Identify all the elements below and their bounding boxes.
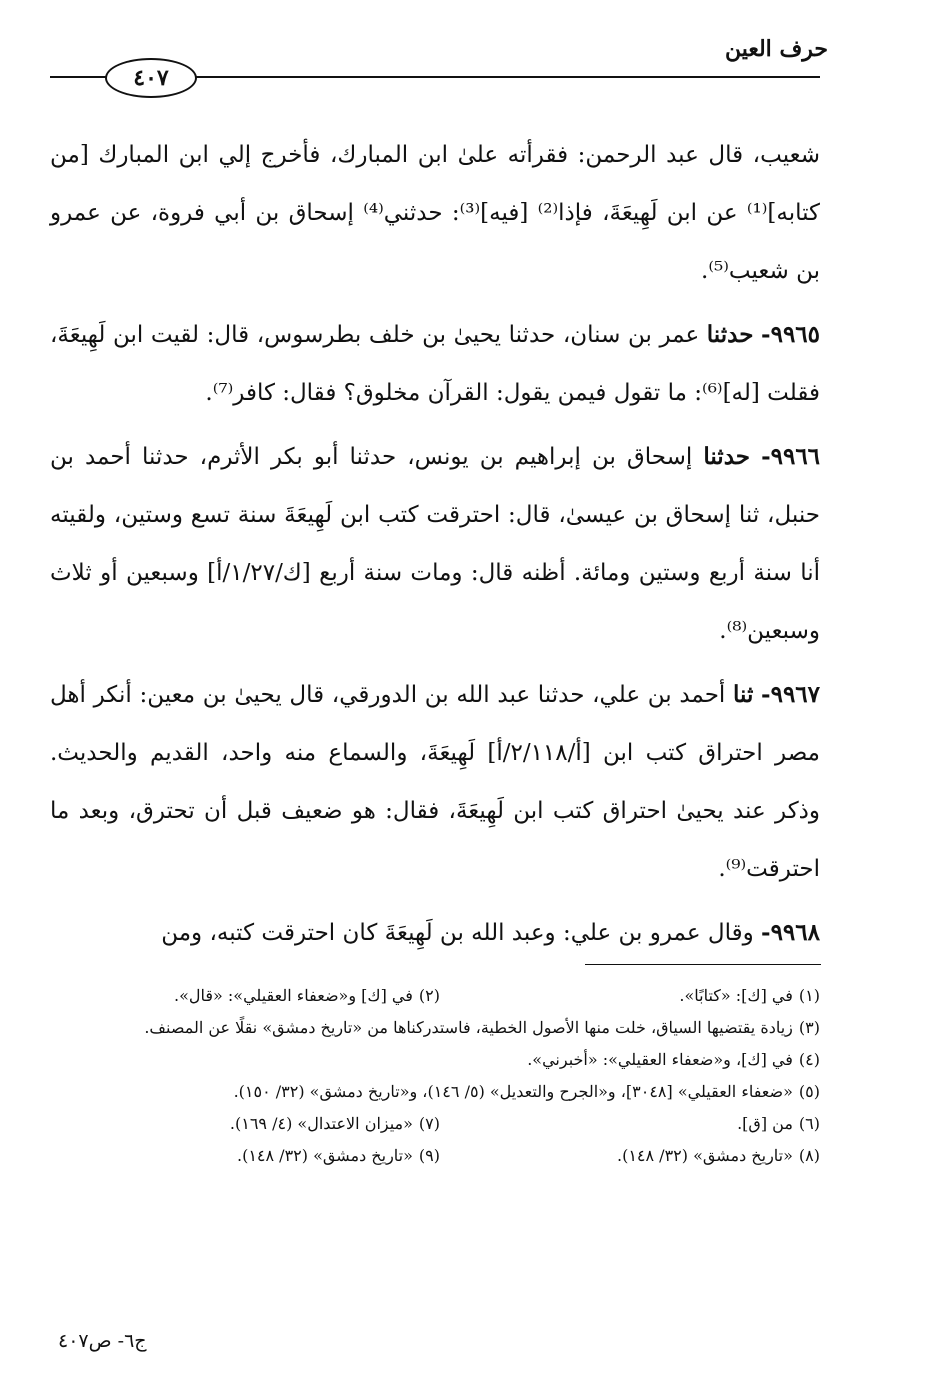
- footnote-mark: (٦): [798, 1114, 820, 1133]
- paragraph-text: عمر بن سنان، حدثنا يحيىٰ بن خلف بطرسوس، قال: لقيت ابن لَهِيعَةَ، فقلت [له]⁽⁶⁾: ما تقول فيمن يقول: القرآن مخلوق؟ فقال: كافر⁽⁷⁾.: [50, 322, 820, 406]
- footnotes: [60, 980, 820, 1172]
- footnote-5: [60, 1076, 820, 1108]
- footnote-text: في [ك]: «كتابًا».: [679, 986, 793, 1005]
- footnote-row: [60, 1012, 820, 1044]
- footnote-2: [60, 980, 440, 1012]
- hadith-entry-9967: [50, 666, 820, 898]
- hadith-keyword: حدثنا: [703, 443, 750, 470]
- footnote-text: زيادة يقتضيها السياق، خلت منها الأصول الخطية، فاستدركناها من «تاريخ دمشق» نقلًا عن المصنف.: [144, 1018, 793, 1037]
- footnote-text: «ضعفاء العقيلي» [٣٠٤٨]، و«الجرح والتعديل» (٥/ ١٤٦)، و«تاريخ دمشق» (٣٢/ ١٥٠).: [233, 1082, 793, 1101]
- footnote-mark: (١): [798, 986, 820, 1005]
- footnote-6: [440, 1108, 820, 1140]
- footnote-mark: (٩): [418, 1146, 440, 1165]
- paragraph-text: إسحاق بن إبراهيم بن يونس، حدثنا أبو بكر الأثرم، حدثنا أحمد بن حنبل، ثنا إسحاق بن عيسىٰ، قال: احترقت كتب ابن لَهِيعَةَ سنة تسع وستين، ولقيته أنا سنة أربع وستين ومائة. أظنه قال: ومات سنة أربع [ك/١/٢٧/أ] وسبعين أو ثلاث وسبعين⁽⁸⁾.: [50, 444, 820, 644]
- hadith-keyword: ثنا: [733, 681, 754, 708]
- hadith-entry-9966: [50, 428, 820, 660]
- footnote-mark: (٣): [798, 1018, 820, 1037]
- footnote-9: [60, 1140, 440, 1172]
- hadith-number: ٩٩٦٦-: [761, 443, 821, 470]
- paragraph-text: وقال عمرو بن علي: وعبد الله بن لَهِيعَةَ كان احترقت كتبه، ومن: [161, 920, 754, 946]
- hadith-number: ٩٩٦٥-: [761, 321, 821, 348]
- footnote-row: [60, 1140, 820, 1172]
- footnote-text: في [ك] و«ضعفاء العقيلي»: «قال».: [174, 986, 413, 1005]
- paragraph-continuation: [50, 126, 820, 300]
- footnote-mark: (٨): [798, 1146, 820, 1165]
- hadith-keyword: حدثنا: [706, 321, 754, 348]
- footnote-text: «ميزان الاعتدال» (٤/ ١٦٩).: [229, 1114, 413, 1133]
- footnote-mark: (٢): [418, 986, 440, 1005]
- footnote-mark: (٧): [418, 1114, 440, 1133]
- footnote-row: [60, 1076, 820, 1108]
- footnote-7: [60, 1108, 440, 1140]
- hadith-number: ٩٩٦٨-: [761, 919, 820, 946]
- footnote-8: [440, 1140, 820, 1172]
- footnote-3: [60, 1012, 820, 1044]
- footnote-mark: (٤): [798, 1050, 820, 1069]
- footnote-text: «تاريخ دمشق» (٣٢/ ١٤٨).: [616, 1146, 793, 1165]
- volume-page-reference: ج٦- ص٤٠٧: [58, 1330, 147, 1352]
- footnote-divider: [585, 964, 821, 965]
- footnote-mark: (٥): [798, 1082, 820, 1101]
- hadith-entry-9968: [50, 904, 820, 962]
- footnote-text: في [ك]، و«ضعفاء العقيلي»: «أخبرني».: [527, 1050, 793, 1069]
- page-number-badge: ٤٠٧: [105, 58, 197, 98]
- footnote-row: [60, 1108, 820, 1140]
- footnote-row: [60, 980, 820, 1012]
- footnote-row: [60, 1044, 820, 1076]
- footnote-4: [60, 1044, 820, 1076]
- paragraph-text: شعيب، قال عبد الرحمن: فقرأته علىٰ ابن المبارك، فأخرج إلي ابن المبارك [من كتابه]⁽¹⁾ عن ابن لَهِيعَةَ، فإذا⁽²⁾ [فيه]⁽³⁾: حدثني⁽⁴⁾ إسحاق بن أبي فروة، عن عمرو بن شعيب⁽⁵⁾.: [50, 142, 820, 284]
- hadith-entry-9965: [50, 306, 820, 422]
- paragraph-text: أحمد بن علي، حدثنا عبد الله بن الدورقي، قال يحيىٰ بن معين: أنكر أهل مصر احتراق كتب ابن [أ/٢/١١٨/أ] لَهِيعَةَ، والسماع منه واحد، القديم والحديث. وذكر عند يحيىٰ احتراق كتب ابن لَهِيعَةَ، فقال: هو ضعيف قبل أن تحترق، وبعد ما احترقت⁽⁹⁾.: [50, 682, 820, 882]
- footnote-1: [440, 980, 820, 1012]
- chapter-header-title: حرف العين: [724, 36, 828, 62]
- footnote-text: «تاريخ دمشق» (٣٢/ ١٤٨).: [236, 1146, 413, 1165]
- footnote-text: من [ق].: [737, 1114, 793, 1133]
- main-text: [50, 126, 820, 968]
- hadith-number: ٩٩٦٧-: [761, 681, 821, 708]
